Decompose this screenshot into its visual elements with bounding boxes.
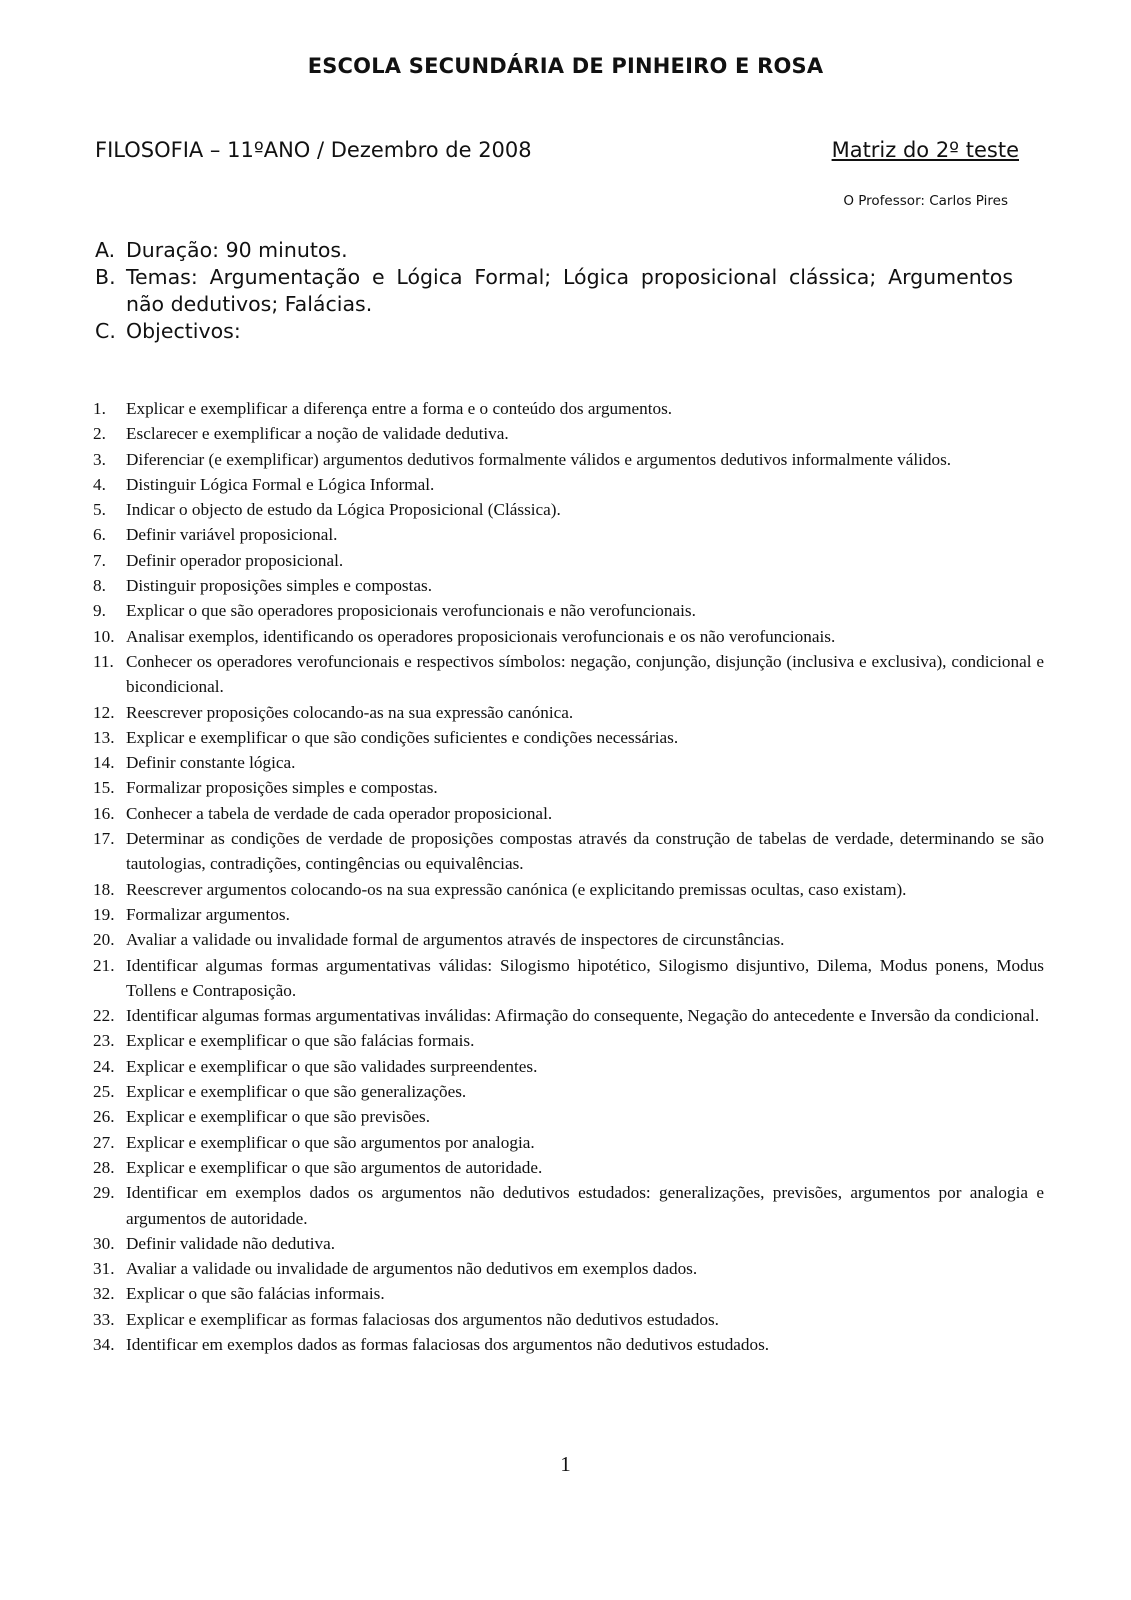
objective-number: 28. — [93, 1157, 115, 1177]
school-title: ESCOLA SECUNDÁRIA DE PINHEIRO E ROSA — [307, 54, 824, 78]
objective-item — [93, 725, 1044, 750]
objective-item — [93, 1130, 1044, 1155]
objective-item — [93, 1307, 1044, 1332]
objective-text: Explicar e exemplificar as formas falaciosas dos argumentos não dedutivos estudados. — [126, 1309, 719, 1329]
objective-item — [93, 421, 1044, 446]
objective-item — [93, 700, 1044, 725]
subject-line: FILOSOFIA – 11ºANO / Dezembro de 2008 — [95, 138, 532, 162]
objective-item — [93, 1104, 1044, 1129]
objective-text: Distinguir proposições simples e compostas. — [126, 576, 433, 596]
objective-number: 22. — [93, 1006, 115, 1026]
objective-item — [93, 1003, 1044, 1028]
objective-text: Avaliar a validade ou invalidade formal de argumentos através de inspectores de circunstâncias. — [126, 930, 785, 950]
objective-item — [93, 1231, 1044, 1256]
objective-item — [93, 573, 1044, 598]
objective-text: Conhecer a tabela de verdade de cada operador proposicional. — [126, 803, 553, 823]
objective-item — [93, 826, 1044, 877]
objective-text: Formalizar argumentos. — [126, 904, 290, 924]
objective-item — [93, 1054, 1044, 1079]
objective-number: 34. — [93, 1334, 115, 1354]
objective-item — [93, 775, 1044, 800]
objective-text: Formalizar proposições simples e compostas. — [126, 778, 438, 798]
objective-item — [93, 649, 1044, 700]
objective-item — [93, 927, 1044, 952]
objective-text: Reescrever argumentos colocando-os na sua expressão canónica (e explicitando premissas ocultas, caso existam). — [126, 879, 907, 899]
objective-text: Explicar e exemplificar o que são condições suficientes e condições necessárias. — [126, 727, 679, 747]
objective-text: Diferenciar (e exemplificar) argumentos dedutivos formalmente válidos e argumentos dedutivos informalmente válidos. — [126, 449, 952, 469]
objective-item — [93, 497, 1044, 522]
objective-text: Definir variável proposicional. — [126, 525, 338, 545]
objective-number: 18. — [93, 879, 115, 899]
objective-text: Identificar em exemplos dados as formas falaciosas dos argumentos não dedutivos estudados. — [126, 1334, 770, 1354]
objective-number: 8. — [93, 576, 106, 596]
objective-number: 25. — [93, 1082, 115, 1102]
section-item — [95, 264, 1013, 318]
objective-item — [93, 1155, 1044, 1180]
objective-number: 17. — [93, 829, 115, 849]
objective-number: 6. — [93, 525, 106, 545]
section-text: Objectivos: — [126, 319, 241, 343]
page-number: 1 — [560, 1452, 571, 1476]
matrix-title: Matriz do 2º teste — [831, 138, 1019, 162]
section-item — [95, 318, 1013, 345]
objective-text: Explicar e exemplificar o que são argumentos de autoridade. — [126, 1157, 543, 1177]
objective-item — [93, 877, 1044, 902]
objective-number: 19. — [93, 904, 115, 924]
objective-item — [93, 902, 1044, 927]
objective-number: 26. — [93, 1107, 115, 1127]
section-text: Duração: 90 minutos. — [126, 238, 348, 262]
objective-number: 9. — [93, 601, 106, 621]
objective-item — [93, 1028, 1044, 1053]
objective-text: Explicar e exemplificar o que são falácias formais. — [126, 1031, 475, 1051]
objective-text: Definir constante lógica. — [126, 753, 296, 773]
objective-item — [93, 1281, 1044, 1306]
objective-item — [93, 1332, 1044, 1357]
objective-text: Conhecer os operadores verofuncionais e respectivos símbolos: negação, conjunção, disjunção (inclusiva e exclusiva), condicional e bicondicional. — [126, 651, 1044, 697]
objective-item — [93, 801, 1044, 826]
objective-number: 4. — [93, 474, 106, 494]
objective-number: 2. — [93, 424, 106, 444]
objective-number: 14. — [93, 753, 115, 773]
objective-number: 21. — [93, 955, 115, 975]
objective-number: 27. — [93, 1132, 115, 1152]
objective-text: Explicar e exemplificar o que são generalizações. — [126, 1082, 467, 1102]
section-letter: B. — [95, 265, 116, 289]
objective-number: 7. — [93, 550, 106, 570]
section-text: Temas: Argumentação e Lógica Formal; Lógica proposicional clássica; Argumentos não dedutivos; Falácias. — [126, 265, 1013, 316]
objective-number: 11. — [93, 651, 114, 671]
objective-item — [93, 624, 1044, 649]
objective-text: Identificar algumas formas argumentativas inválidas: Afirmação do consequente, Negação do antecedente e Inversão da condicional. — [126, 1006, 1040, 1026]
objective-number: 15. — [93, 778, 115, 798]
objective-number: 1. — [93, 399, 106, 418]
objective-text: Indicar o objecto de estudo da Lógica Proposicional (Clássica). — [126, 500, 561, 520]
objective-number: 20. — [93, 930, 115, 950]
objective-item — [93, 548, 1044, 573]
objective-number: 30. — [93, 1233, 115, 1253]
section-item — [95, 237, 1013, 264]
objective-text: Explicar e exemplificar o que são validades surpreendentes. — [126, 1056, 538, 1076]
objective-number: 12. — [93, 702, 115, 722]
objective-number: 32. — [93, 1284, 115, 1304]
objective-text: Identificar algumas formas argumentativas válidas: Silogismo hipotético, Silogismo disjuntivo, Dilema, Modus ponens, Modus Tollens e Contraposição. — [126, 955, 1044, 1000]
objective-text: Explicar o que são operadores proposicionais verofuncionais e não verofuncionais. — [126, 601, 696, 621]
objective-item — [93, 447, 1044, 472]
sections-list — [95, 237, 1013, 345]
objective-text: Definir validade não dedutiva. — [126, 1233, 336, 1253]
objective-number: 13. — [93, 727, 115, 747]
objective-item — [93, 472, 1044, 497]
objective-number: 33. — [93, 1309, 115, 1329]
objective-number: 5. — [93, 500, 106, 520]
objective-text: Definir operador proposicional. — [126, 550, 344, 570]
objective-item — [93, 522, 1044, 547]
objective-text: Distinguir Lógica Formal e Lógica Informal. — [126, 474, 435, 494]
objective-number: 24. — [93, 1056, 115, 1076]
objective-text: Analisar exemplos, identificando os operadores proposicionais verofuncionais e os não verofuncionais. — [126, 626, 836, 646]
objectives-list — [93, 396, 1044, 1357]
objective-item — [93, 1180, 1044, 1231]
section-letter: A. — [95, 238, 116, 262]
objective-item — [93, 396, 1044, 421]
objective-item — [93, 953, 1044, 1004]
objective-text: Explicar e exemplificar a diferença entre a forma e o conteúdo dos argumentos. — [126, 399, 673, 418]
objective-number: 31. — [93, 1259, 115, 1279]
objective-text: Explicar o que são falácias informais. — [126, 1284, 385, 1304]
objective-text: Explicar e exemplificar o que são argumentos por analogia. — [126, 1132, 535, 1152]
objective-item — [93, 750, 1044, 775]
objective-number: 23. — [93, 1031, 115, 1051]
objective-number: 10. — [93, 626, 115, 646]
objective-number: 29. — [93, 1183, 115, 1203]
objective-text: Identificar em exemplos dados os argumentos não dedutivos estudados: generalizações, previsões, argumentos por analogia e argumentos de autoridade. — [126, 1183, 1044, 1228]
objective-text: Avaliar a validade ou invalidade de argumentos não dedutivos em exemplos dados. — [126, 1259, 698, 1279]
objective-text: Reescrever proposições colocando-as na sua expressão canónica. — [126, 702, 574, 722]
objective-text: Determinar as condições de verdade de proposições compostas através da construção de tabelas de verdade, determinando se são tautologias, contradições, contingências ou equivalências. — [126, 829, 1044, 874]
objective-item — [93, 598, 1044, 623]
objective-item — [93, 1079, 1044, 1104]
objective-item — [93, 1256, 1044, 1281]
objective-text: Esclarecer e exemplificar a noção de validade dedutiva. — [126, 424, 509, 444]
objective-text: Explicar e exemplificar o que são previsões. — [126, 1107, 431, 1127]
section-letter: C. — [95, 319, 116, 343]
objective-number: 3. — [93, 449, 106, 469]
objective-number: 16. — [93, 803, 115, 823]
professor-name: O Professor: Carlos Pires — [843, 193, 1008, 209]
